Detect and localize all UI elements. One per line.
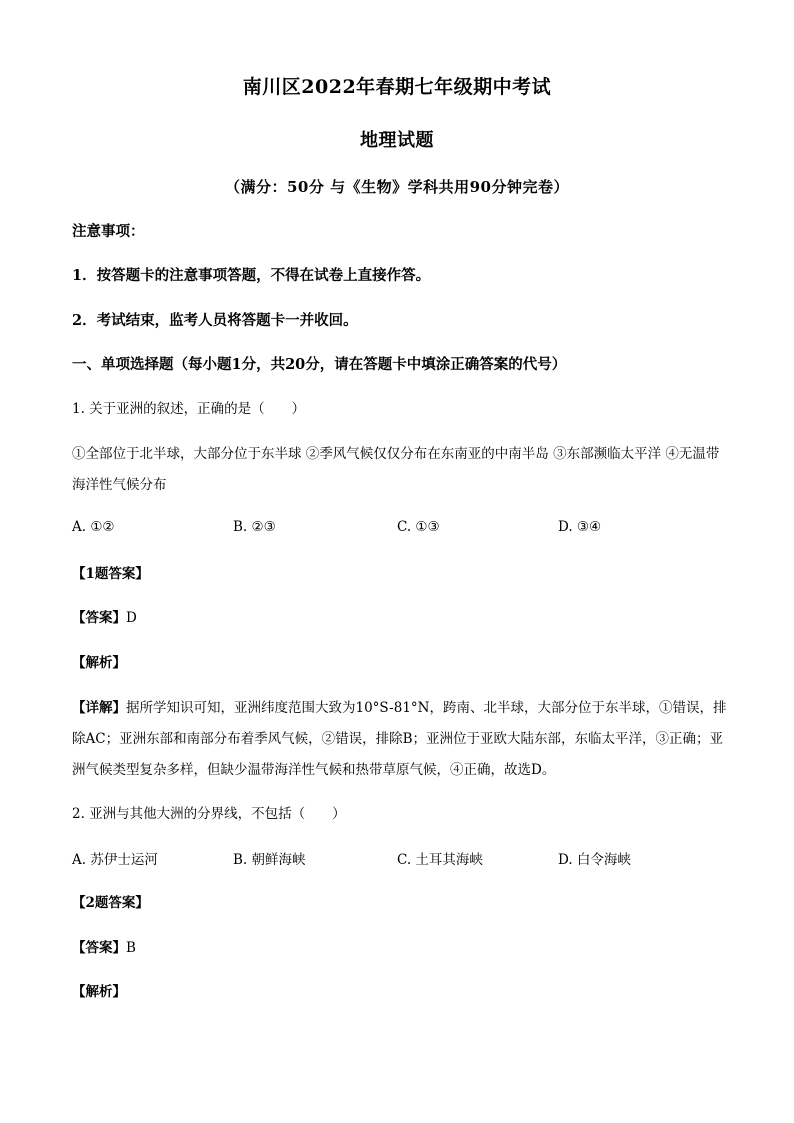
question-1-option-d: D. ③④ xyxy=(558,519,602,535)
question-2-answer-block: 【2题答案】 xyxy=(72,895,149,911)
answer-value: B xyxy=(126,940,136,956)
answer-tag: 【答案】 xyxy=(72,940,126,956)
question-1-option-a: A. ①② xyxy=(72,519,115,535)
question-1-option-c: C. ①③ xyxy=(397,519,440,535)
question-1-analysis: 【解析】 xyxy=(72,655,126,671)
question-2-analysis: 【解析】 xyxy=(72,984,126,1000)
question-1-body: ①全部位于北半球，大部分位于东半球 ②季风气候仅仅分布在东南亚的中南半岛 ③东部濒临太平洋 ④无温带海洋性气候分布 xyxy=(72,446,720,493)
exam-note: （满分：50分 与《生物》学科共用90分钟完卷） xyxy=(225,178,569,196)
question-1-stem: 1. 关于亚洲的叙述，正确的是（ ） xyxy=(72,401,306,417)
question-2-stem: 2. 亚洲与其他大洲的分界线，不包括（ ） xyxy=(72,806,346,822)
detail-tag: 【详解】 xyxy=(72,700,126,716)
question-2-option-a: A. 苏伊士运河 xyxy=(72,852,158,868)
exam-subject: 地理试题 xyxy=(360,130,434,151)
question-2-option-c: C. 土耳其海峡 xyxy=(397,852,483,868)
notice-item-2: 2．考试结束，监考人员将答题卡一并收回。 xyxy=(72,312,358,329)
question-1-detail xyxy=(72,693,732,786)
answer-tag: 【答案】 xyxy=(72,610,126,626)
exam-title: 南川区2022年春期七年级期中考试 xyxy=(242,76,552,98)
notice-item-1: 1．按答题卡的注意事项答题，不得在试卷上直接作答。 xyxy=(72,267,431,284)
question-2-answer xyxy=(72,937,732,959)
question-2-option-d: D. 白令海峡 xyxy=(558,852,631,868)
notice-heading: 注意事项： xyxy=(72,223,145,240)
question-1-answer-block: 【1题答案】 xyxy=(72,566,149,582)
detail-text: 据所学知识可知，亚洲纬度范围大致为10°S-81°N，跨南、北半球，大部分位于东半球，①错误，排除AC；亚洲东部和南部分布着季风气候，②错误，排除B；亚洲位于亚欧大陆东部，东临太平洋，③正确；亚洲气候类型复杂多样，但缺少温带海洋性气候和热带草原气候，④正确，故选D。 xyxy=(72,700,727,778)
question-1-answer xyxy=(72,607,732,629)
answer-value: D xyxy=(126,610,137,626)
question-1-option-b: B. ②③ xyxy=(233,519,276,535)
section-heading: 一、单项选择题（每小题1分，共20分，请在答题卡中填涂正确答案的代号） xyxy=(72,356,567,373)
question-2-option-b: B. 朝鲜海峡 xyxy=(233,852,306,868)
